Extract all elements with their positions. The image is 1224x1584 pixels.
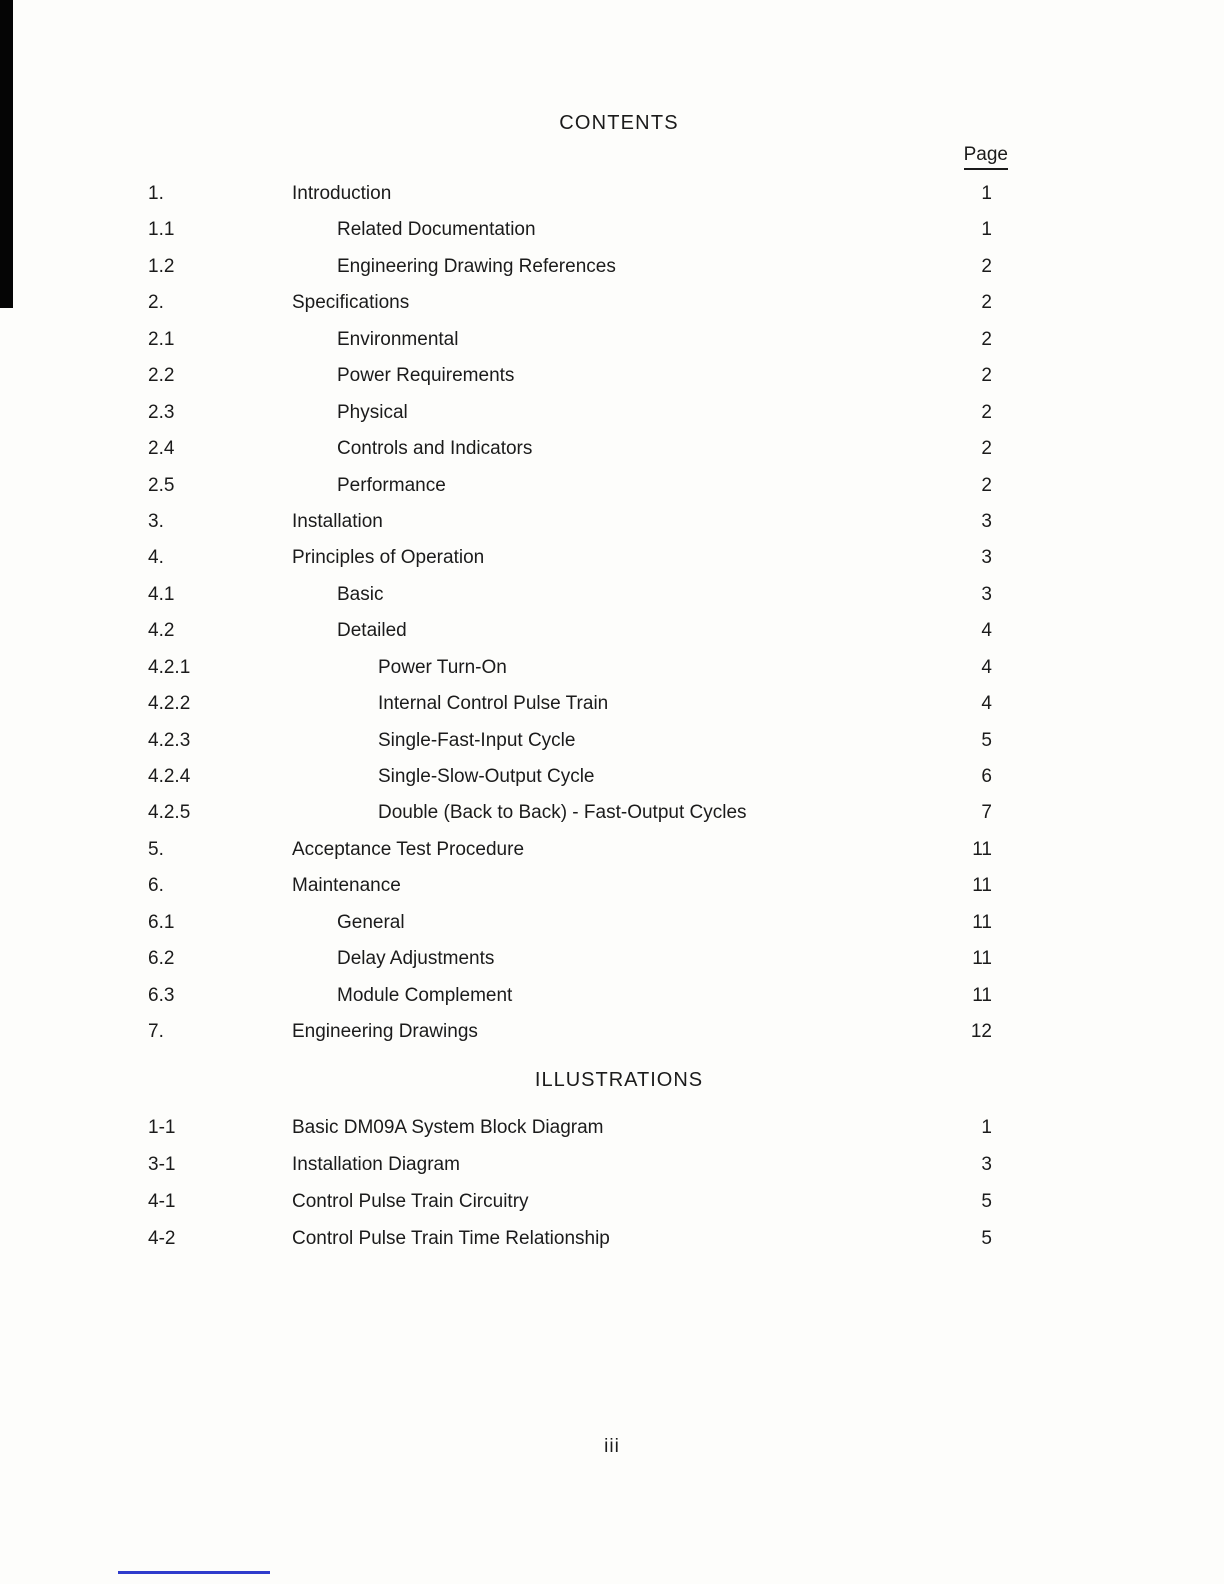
entry-page-number: 2: [981, 328, 992, 350]
entry-number: 4.2.5: [148, 802, 191, 824]
entry-title: Installation Diagram: [292, 1154, 460, 1175]
entry-number: 4-1: [148, 1191, 176, 1212]
entry-number: 6.3: [148, 984, 175, 1006]
entry-title: Specifications: [292, 292, 410, 314]
entry-number: 4.2.3: [148, 729, 191, 751]
toc-row: [148, 875, 992, 911]
entry-title: Principles of Operation: [292, 547, 485, 569]
toc-row: [148, 985, 992, 1021]
entry-page-number: 1: [981, 1117, 992, 1138]
contents-title: CONTENTS: [559, 112, 679, 134]
toc-row: [148, 1021, 992, 1057]
entry-number: 4.1: [148, 583, 175, 605]
entry-page-number: 11: [972, 875, 992, 897]
entry-page-number: 4: [981, 620, 992, 642]
scan-artifact-bar: [0, 0, 13, 308]
entry-page-number: 1: [981, 219, 992, 241]
toc-row: [148, 256, 992, 292]
entry-page-number: 5: [981, 1191, 992, 1212]
entry-number: 6.2: [148, 948, 175, 970]
entry-title: Control Pulse Train Circuitry: [292, 1191, 529, 1212]
entry-page-number: 4: [981, 693, 992, 715]
entry-title: Maintenance: [292, 875, 401, 897]
entry-title: Controls and Indicators: [337, 438, 533, 460]
illustrations-list: [148, 1117, 992, 1265]
entry-number: 7.: [148, 1021, 164, 1043]
illustration-row: [148, 1154, 992, 1191]
entry-page-number: 11: [972, 911, 992, 933]
entry-title: Engineering Drawing References: [337, 255, 616, 277]
toc-row: [148, 183, 992, 219]
toc-row: [148, 620, 992, 656]
entry-title: Performance: [337, 474, 446, 496]
entry-title: Detailed: [337, 620, 407, 642]
toc-row: [148, 438, 992, 474]
illustrations-title: ILLUSTRATIONS: [534, 1069, 704, 1091]
entry-number: 4-2: [148, 1228, 176, 1249]
toc-row: [148, 839, 992, 875]
entry-title: Module Complement: [337, 984, 513, 1006]
entry-number: 1-1: [148, 1117, 176, 1138]
entry-number: 6.: [148, 875, 164, 897]
entry-number: 1.: [148, 183, 164, 204]
entry-title: Single-Slow-Output Cycle: [378, 766, 595, 787]
entry-number: 2.2: [148, 365, 175, 387]
entry-title: Double (Back to Back) - Fast-Output Cycles: [378, 802, 747, 824]
entry-page-number: 2: [981, 292, 992, 314]
entry-page-number: 11: [972, 984, 992, 1006]
entry-number: 4.2.1: [148, 656, 191, 678]
entry-page-number: 2: [981, 438, 992, 460]
toc-row: [148, 730, 992, 766]
scan-artifact-underline: [118, 1571, 270, 1574]
entry-title: Power Requirements: [337, 365, 515, 387]
page-column-header: Page: [964, 144, 1008, 170]
entry-number: 4.2: [148, 620, 175, 642]
entry-page-number: 3: [981, 510, 992, 532]
entry-page-number: 2: [981, 255, 992, 277]
entry-title: Internal Control Pulse Train: [378, 693, 609, 715]
toc-row: [148, 511, 992, 547]
entry-title: Introduction: [292, 183, 392, 204]
entry-number: 4.: [148, 547, 164, 569]
entry-page-number: 3: [981, 1154, 992, 1175]
entry-title: Acceptance Test Procedure: [292, 838, 525, 860]
entry-number: 2.1: [148, 328, 175, 350]
entry-title: Installation: [292, 510, 383, 532]
toc-row: [148, 912, 992, 948]
toc-row: [148, 657, 992, 693]
contents-list: [148, 183, 992, 1058]
entry-page-number: 4: [981, 656, 992, 678]
toc-row: [148, 475, 992, 511]
entry-number: 2.: [148, 292, 164, 314]
toc-row: [148, 547, 992, 583]
entry-number: 4.2.2: [148, 693, 191, 715]
entry-title: Related Documentation: [337, 219, 536, 241]
entry-number: 3.: [148, 510, 164, 532]
entry-page-number: 11: [972, 838, 992, 860]
entry-page-number: 7: [981, 802, 992, 824]
illustration-row: [148, 1228, 992, 1265]
entry-number: 2.5: [148, 474, 175, 496]
toc-row: [148, 584, 992, 620]
entry-title: Control Pulse Train Time Relationship: [292, 1228, 610, 1249]
entry-number: 1.1: [148, 219, 175, 241]
entry-page-number: 6: [981, 766, 992, 787]
toc-row: [148, 766, 992, 802]
entry-number: 5.: [148, 838, 164, 860]
entry-page-number: 2: [981, 401, 992, 423]
entry-number: 1.2: [148, 255, 175, 277]
entry-title: Engineering Drawings: [292, 1021, 478, 1043]
entry-number: 2.4: [148, 438, 175, 460]
entry-page-number: 1: [981, 183, 992, 204]
entry-page-number: 2: [981, 474, 992, 496]
entry-title: Basic: [337, 583, 384, 605]
entry-number: 3-1: [148, 1154, 176, 1175]
toc-row: [148, 219, 992, 255]
entry-title: Environmental: [337, 328, 459, 350]
entry-number: 4.2.4: [148, 766, 191, 787]
toc-row: [148, 365, 992, 401]
entry-page-number: 2: [981, 365, 992, 387]
entry-title: Delay Adjustments: [337, 948, 495, 970]
toc-row: [148, 402, 992, 438]
entry-title: General: [337, 911, 405, 933]
toc-row: [148, 948, 992, 984]
toc-row: [148, 329, 992, 365]
entry-title: Single-Fast-Input Cycle: [378, 729, 576, 751]
entry-title: Power Turn-On: [378, 656, 507, 678]
illustration-row: [148, 1191, 992, 1228]
entry-page-number: 3: [981, 583, 992, 605]
entry-number: 2.3: [148, 401, 175, 423]
entry-title: Physical: [337, 401, 408, 423]
folio-page-number: iii: [604, 1436, 620, 1457]
toc-row: [148, 693, 992, 729]
entry-page-number: 12: [970, 1021, 992, 1043]
entry-page-number: 5: [981, 1228, 992, 1249]
entry-number: 6.1: [148, 911, 175, 933]
entry-title: Basic DM09A System Block Diagram: [292, 1117, 604, 1138]
toc-row: [148, 292, 992, 328]
entry-page-number: 3: [981, 547, 992, 569]
entry-page-number: 5: [981, 729, 992, 751]
entry-page-number: 11: [972, 948, 992, 970]
illustration-row: [148, 1117, 992, 1154]
toc-row: [148, 802, 992, 838]
